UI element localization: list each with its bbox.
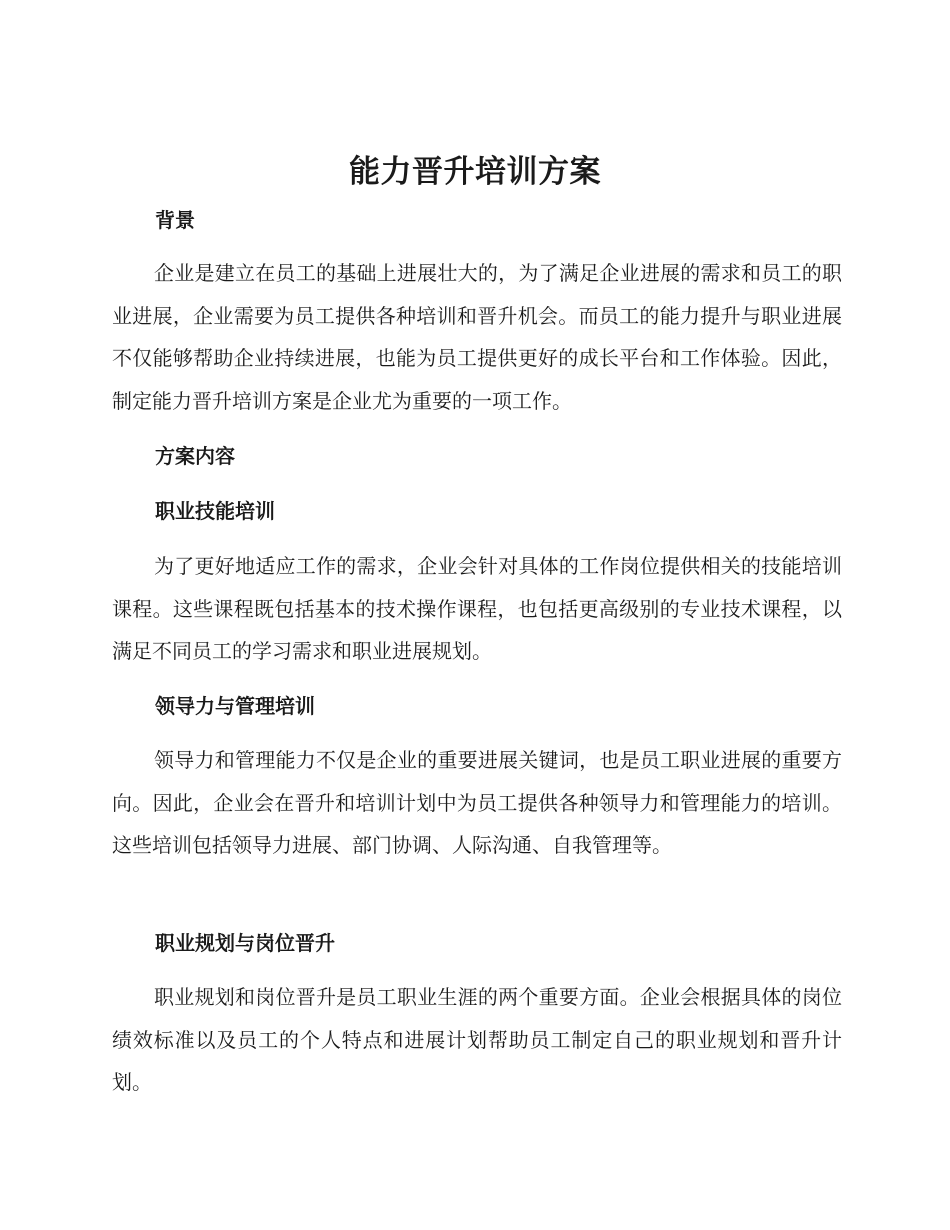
section-paragraph-leadership-training: 领导力和管理能力不仅是企业的重要进展关键词，也是员工职业进展的重要方向。因此，企业会在晋升和培训计划中为员工提供各种领导力和管理能力的培训。这些培训包括领导力进展、部门协调、人际沟通、自我管理等。 <box>112 748 842 857</box>
section-heading-leadership-training: 领导力与管理培训 <box>155 694 315 718</box>
document-title: 能力晋升培训方案 <box>349 154 601 190</box>
section-heading-skills-training: 职业技能培训 <box>155 499 275 523</box>
section-heading-career-planning: 职业规划与岗位晋升 <box>155 931 335 955</box>
section-paragraph-skills-training: 为了更好地适应工作的需求，企业会针对具体的工作岗位提供相关的技能培训课程。这些课程既包括基本的技术操作课程，也包括更高级别的专业技术课程，以满足不同员工的学习需求和职业进展规划。 <box>112 554 842 663</box>
section-paragraph-career-planning: 职业规划和岗位晋升是员工职业生涯的两个重要方面。企业会根据具体的岗位绩效标准以及员工的个人特点和进展计划帮助员工制定自己的职业规划和晋升计划。 <box>112 985 842 1094</box>
section-heading-plan-content: 方案内容 <box>155 444 235 468</box>
section-paragraph-background: 企业是建立在员工的基础上进展壮大的，为了满足企业进展的需求和员工的职业进展，企业需要为员工提供各种培训和晋升机会。而员工的能力提升与职业进展不仅能够帮助企业持续进展，也能为员工提供更好的成长平台和工作体验。因此，制定能力晋升培训方案是企业尤为重要的一项工作。 <box>112 261 842 413</box>
section-heading-background: 背景 <box>155 208 195 232</box>
